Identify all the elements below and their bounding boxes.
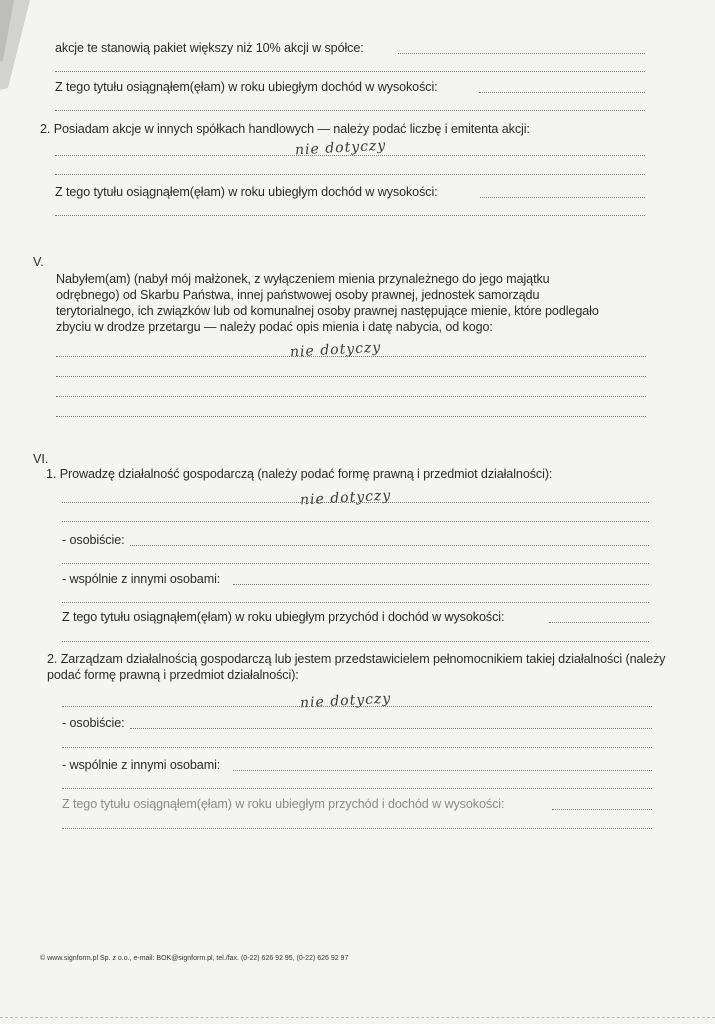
personal-label-2: - osobiście: (62, 716, 125, 730)
shares-over-10-field[interactable] (398, 53, 645, 54)
joint-field-2[interactable] (233, 770, 652, 771)
shares-over-10-label: akcje te stanowią pakiet większy niż 10% akcji w spółce: (55, 41, 364, 55)
section-v-line-3[interactable] (56, 396, 646, 397)
income-label-1: Z tego tytułu osiągnąłem(ęłam) w roku ubiegłym dochód w wysokości: (55, 80, 438, 94)
personal-line-1[interactable] (62, 563, 649, 564)
personal-label-1: - osobiście: (62, 533, 125, 547)
other-shares-label: 2. Posiadam akcje w innych spółkach handlowych — należy podać liczbę i emitenta akcji: (40, 122, 530, 136)
handwritten-answer-other-shares: nie dotyczy (294, 137, 387, 159)
section-v-text: Nabyłem(am) (nabył mój małżonek, z wyłączeniem mienia przynależnego do jego majątku odrębnego) od Skarbu Państwa, innej państwowej osoby prawnej, jednostek samorządu terytorialnego, ich związków lub od komunalnej osoby prawnej następujące mienie, które podlegało zbyciu w drodze przetargu — należy podać opis mienia i datę nabycia, od kogo: (56, 272, 599, 334)
personal-field-2[interactable] (130, 728, 652, 729)
handwritten-answer-management: nie dotyczy (299, 690, 392, 712)
income-line-2[interactable] (55, 215, 645, 216)
revenue-income-label-2: Z tego tytułu osiągnąłem(ęłam) w roku ubiegłym przychód i dochód w wysokości: (62, 797, 505, 811)
other-shares-line-2[interactable] (55, 174, 645, 175)
joint-field-1[interactable] (233, 584, 649, 585)
business-activity-line-2[interactable] (62, 521, 649, 522)
management-line-1[interactable] (62, 706, 652, 707)
publisher-footer: © www.signform.pl Sp. z o.o., e-mail: BOK@signform.pl, tel./fax. (0-22) 626 92 95, (0-22) 626 92 97 (40, 955, 349, 962)
income-line-1[interactable] (55, 110, 645, 111)
business-activity-label: 1. Prowadzę działalność gospodarczą (należy podać formę prawną i przedmiot działalności): (46, 467, 553, 481)
handwritten-answer-business: nie dotyczy (299, 487, 392, 509)
income-field-2[interactable] (480, 197, 645, 198)
personal-line-2[interactable] (62, 747, 652, 748)
joint-line-2[interactable] (62, 788, 652, 789)
joint-label-2: - wspólnie z innymi osobami: (62, 758, 221, 772)
income-field-1[interactable] (479, 92, 645, 93)
revenue-income-field-2[interactable] (552, 809, 652, 810)
revenue-income-line-2[interactable] (62, 828, 652, 829)
section-v-line-2[interactable] (56, 376, 646, 377)
scan-corner-shadow (0, 0, 30, 90)
joint-label-1: - wspólnie z innymi osobami: (62, 572, 221, 586)
other-shares-line-1[interactable] (55, 155, 645, 156)
personal-field-1[interactable] (130, 545, 649, 546)
section-v-line-4[interactable] (56, 416, 646, 417)
income-label-2: Z tego tytułu osiągnąłem(ęłam) w roku ubiegłym dochód w wysokości: (55, 185, 438, 199)
section-v-line-1[interactable] (56, 356, 646, 357)
revenue-income-field-1[interactable] (549, 622, 649, 623)
joint-line-1[interactable] (62, 602, 649, 603)
shares-over-10-line[interactable] (55, 71, 645, 72)
business-activity-line-1[interactable] (62, 502, 649, 503)
revenue-income-label-1: Z tego tytułu osiągnąłem(ęłam) w roku ubiegłym przychód i dochód w wysokości: (62, 610, 505, 624)
revenue-income-line-1[interactable] (62, 641, 649, 642)
section-v-heading: V. (33, 255, 44, 269)
handwritten-answer-section-v: nie dotyczy (289, 339, 382, 361)
section-vi-heading: VI. (33, 452, 49, 466)
scan-bottom-edge (0, 1017, 715, 1018)
management-activity-label: 2. Zarządzam działalnością gospodarczą lub jestem przedstawicielem pełnomocnikiem takiej działalności (należy podać formę prawną i przedmiot działalności): (47, 652, 666, 682)
